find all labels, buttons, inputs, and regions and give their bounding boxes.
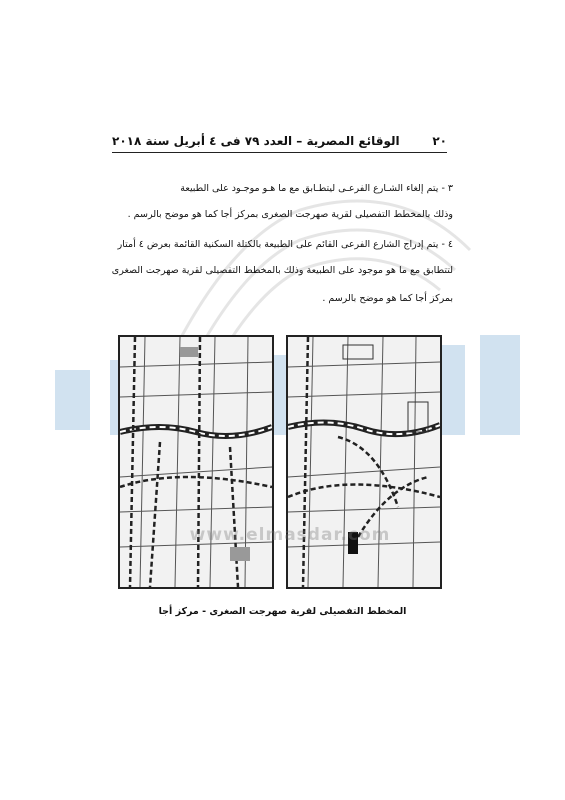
watermark-url: www.elmasdar.com xyxy=(189,525,391,545)
paragraph-line: بمركز أجا كما هو موضح بالرسم . xyxy=(322,293,453,304)
paragraph-line: وذلك بالمخطط التفصيلى لقرية صهرجت الصغرى بمركز أجا كما هو موضح بالرسم . xyxy=(127,209,453,220)
paragraph-line: ٤ - يتم إدراج الشارع الفرعى القائم على الطبيعة بالكتلة السكنية القائمة بعرض ٤ أمتار xyxy=(117,239,453,250)
map-before xyxy=(118,335,274,589)
gazette-title: الوقائع المصرية – العدد ٧٩ فى ٤ أبريل سنة ٢٠١٨ xyxy=(112,134,400,148)
paragraph-line: ٣ - يتم إلغاء الشـارع الفرعـى ليتطـابق مع ما هـو موجـود على الطبيعة xyxy=(180,183,453,194)
page-header xyxy=(112,132,447,153)
map-after xyxy=(286,335,442,589)
page-number: ٢٠ xyxy=(432,134,447,148)
paragraph-line: لتتطابق مع ما هو موجود على الطبيعة وذلك بالمخطط التفصيلى لقرية صهرجت الصغرى xyxy=(111,265,453,276)
map-caption: المخطط التفصيلى لقرية صهرجت الصغرى - مركز أجا xyxy=(158,606,407,617)
